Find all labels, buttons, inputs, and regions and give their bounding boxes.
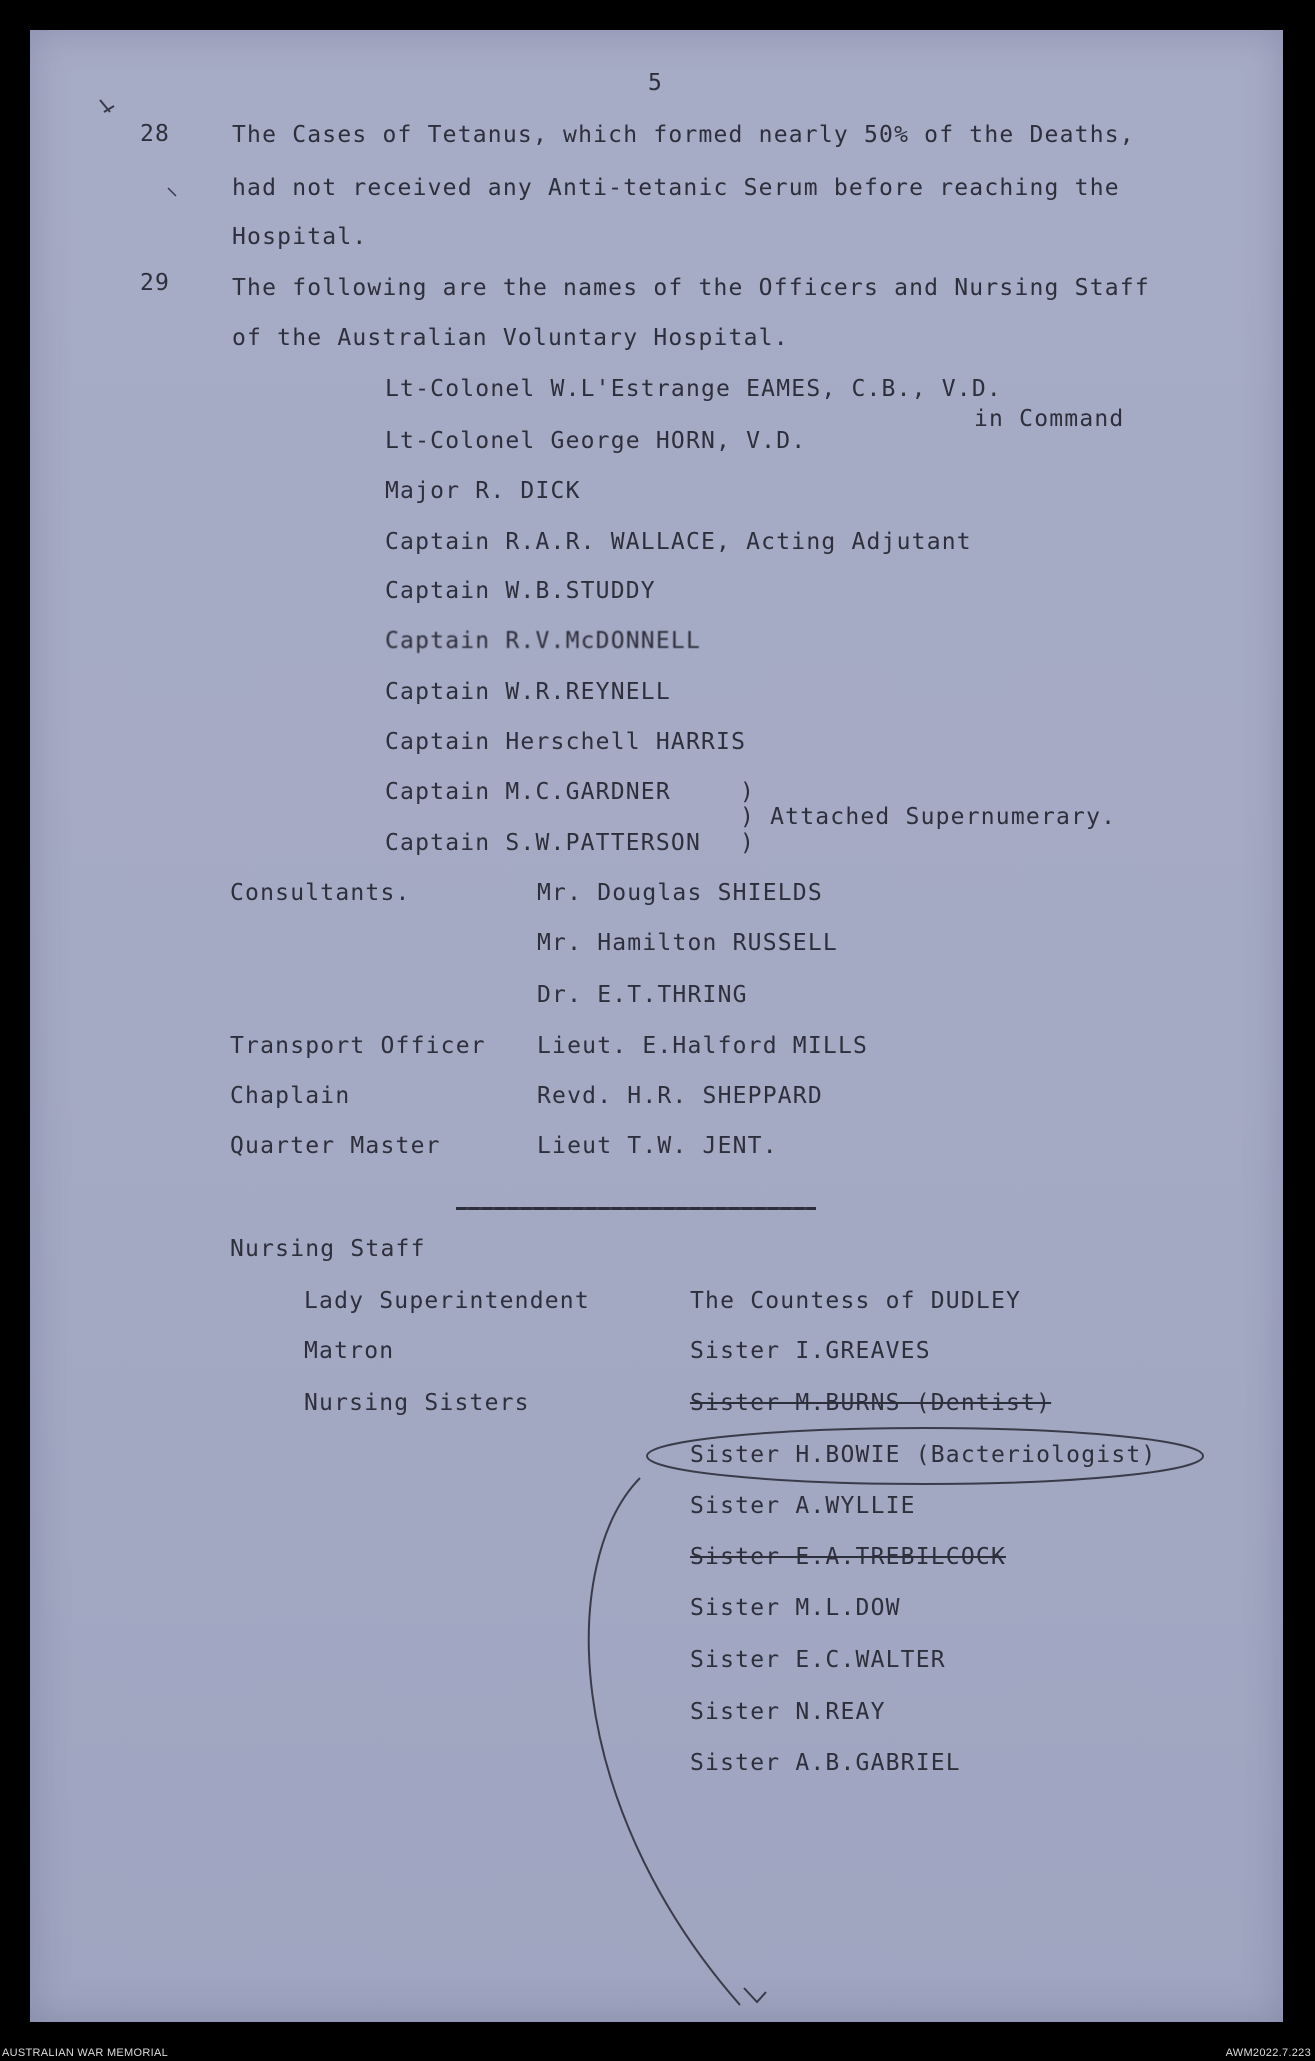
nursing-name-circled: Sister H.BOWIE (Bacteriologist) [690, 1442, 1157, 1468]
staff-name: Revd. H.R. SHEPPARD [537, 1083, 823, 1109]
nursing-name: Sister A.WYLLIE [690, 1493, 916, 1519]
officer-entry: Captain R.V.McDONNELL [385, 628, 701, 654]
officer-entry: Lt-Colonel George HORN, V.D. [385, 428, 807, 454]
officer-entry: Captain S.W.PATTERSON [385, 830, 701, 856]
paragraph-number: 28 [140, 121, 171, 147]
staff-name: Lieut T.W. JENT. [537, 1133, 778, 1159]
nursing-role: Lady Superintendent [304, 1288, 590, 1314]
footer-left: AUSTRALIAN WAR MEMORIAL [2, 2047, 169, 2059]
page-number: 5 [648, 70, 664, 96]
officer-entry: Captain M.C.GARDNER [385, 779, 671, 805]
bracket-top: ) [740, 779, 756, 805]
nursing-name: Sister I.GREAVES [690, 1338, 931, 1364]
footer-right: AWM2022.7.223 [1225, 2047, 1311, 2059]
nursing-role: Nursing Sisters [304, 1390, 530, 1416]
nursing-heading: Nursing Staff [230, 1236, 426, 1262]
staff-role: Chaplain [230, 1083, 351, 1109]
officer-entry: Captain R.A.R. WALLACE, Acting Adjutant [385, 529, 972, 555]
paragraph-number: 29 [140, 270, 171, 296]
paragraph-line: The following are the names of the Officers and Nursing Staff [232, 275, 1150, 301]
officer-entry: Lt-Colonel W.L'Estrange EAMES, C.B., V.D. [385, 376, 1002, 402]
staff-role: Consultants. [230, 880, 411, 906]
nursing-name-struck: Sister E.A.TREBILCOCK [690, 1544, 1006, 1570]
bracket-bottom: ) [740, 830, 756, 856]
nursing-name: The Countess of DUDLEY [690, 1288, 1022, 1314]
paragraph-line: had not received any Anti-tetanic Serum before reaching the [232, 175, 1120, 201]
staff-role: Transport Officer [230, 1033, 486, 1059]
staff-name: Lieut. E.Halford MILLS [537, 1033, 869, 1059]
nursing-role: Matron [304, 1338, 395, 1364]
officer-entry: Captain Herschell HARRIS [385, 729, 747, 755]
nursing-name-struck: Sister M.BURNS (Dentist) [690, 1390, 1052, 1416]
nursing-name: Sister M.L.DOW [690, 1595, 901, 1621]
paragraph-line: of the Australian Voluntary Hospital. [232, 325, 789, 351]
attached-supernumerary-note: ) Attached Supernumerary. [740, 804, 1117, 830]
nursing-name: Sister N.REAY [690, 1699, 886, 1725]
officer-entry: Major R. DICK [385, 478, 581, 504]
in-command-note: in Command [974, 406, 1125, 432]
staff-name: Mr. Hamilton RUSSELL [537, 930, 838, 956]
staff-name: Dr. E.T.THRING [537, 982, 748, 1008]
staff-role: Quarter Master [230, 1133, 441, 1159]
staff-name: Mr. Douglas SHIELDS [537, 880, 823, 906]
paragraph-line: The Cases of Tetanus, which formed nearly 50% of the Deaths, [232, 122, 1135, 148]
nursing-name: Sister E.C.WALTER [690, 1647, 946, 1673]
officer-entry: Captain W.R.REYNELL [385, 679, 671, 705]
nursing-name: Sister A.B.GABRIEL [690, 1750, 961, 1776]
officer-entry: Captain W.B.STUDDY [385, 578, 656, 604]
section-divider [456, 1207, 816, 1210]
paragraph-line: Hospital. [232, 224, 368, 250]
